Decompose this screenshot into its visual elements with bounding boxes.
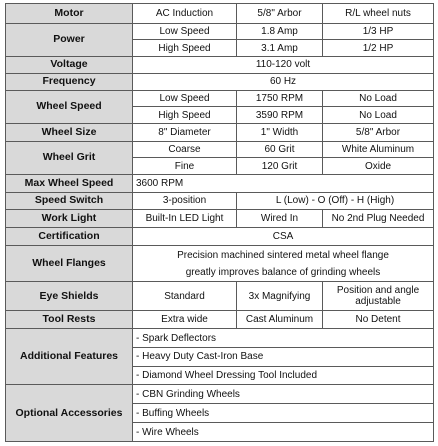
power-high-amp: 3.1 Amp <box>237 40 323 57</box>
eye-shields-magnify: 3x Magnifying <box>237 282 323 311</box>
speed-switch-positions: L (Low) - O (Off) - H (High) <box>237 192 434 210</box>
wheel-grit-coarse-material: White Aluminum <box>323 141 434 158</box>
label-tool-rests: Tool Rests <box>6 311 133 329</box>
power-high-hp: 1/2 HP <box>323 40 434 57</box>
row-wheel-speed-low <box>6 90 434 107</box>
row-optional-accessories-1 <box>6 385 434 404</box>
power-low-speed: Low Speed <box>133 23 237 40</box>
speed-switch-type: 3-position <box>133 192 237 210</box>
power-high-speed: High Speed <box>133 40 237 57</box>
row-work-light <box>6 210 434 228</box>
label-max-wheel-speed: Max Wheel Speed <box>6 174 133 192</box>
row-wheel-flanges <box>6 245 434 282</box>
voltage-value: 110-120 volt <box>133 57 434 74</box>
wheel-grit-fine-name: Fine <box>133 158 237 175</box>
label-voltage: Voltage <box>6 57 133 74</box>
label-speed-switch: Speed Switch <box>6 192 133 210</box>
frequency-value: 60 Hz <box>133 73 434 90</box>
wheel-speed-high-speed: High Speed <box>133 107 237 124</box>
eye-shields-adjust: Position and angle adjustable <box>323 282 434 311</box>
row-tool-rests <box>6 311 434 329</box>
optional-accessory-item: - Wire Wheels <box>133 423 434 442</box>
label-motor: Motor <box>6 4 133 24</box>
row-power-low <box>6 23 434 40</box>
wheel-speed-low-rpm: 1750 RPM <box>237 90 323 107</box>
row-speed-switch <box>6 192 434 210</box>
motor-nuts: R/L wheel nuts <box>323 4 434 24</box>
row-wheel-grit-coarse <box>6 141 434 158</box>
label-wheel-size: Wheel Size <box>6 123 133 141</box>
row-motor <box>6 4 434 24</box>
additional-feature-item: - Spark Deflectors <box>133 329 434 348</box>
wheel-grit-fine-grit: 120 Grit <box>237 158 323 175</box>
work-light-plug: No 2nd Plug Needed <box>323 210 434 228</box>
optional-accessory-item: - Buffing Wheels <box>133 404 434 423</box>
row-wheel-size <box>6 123 434 141</box>
tool-rests-material: Cast Aluminum <box>237 311 323 329</box>
wheel-grit-fine-material: Oxide <box>323 158 434 175</box>
eye-shields-type: Standard <box>133 282 237 311</box>
specifications-table <box>5 3 434 442</box>
label-additional-features: Additional Features <box>6 329 133 385</box>
work-light-wiring: Wired In <box>237 210 323 228</box>
work-light-type: Built-In LED Light <box>133 210 237 228</box>
label-wheel-speed: Wheel Speed <box>6 90 133 123</box>
power-low-hp: 1/3 HP <box>323 23 434 40</box>
label-optional-accessories: Optional Accessories <box>6 385 133 442</box>
wheel-speed-high-load: No Load <box>323 107 434 124</box>
wheel-grit-coarse-name: Coarse <box>133 141 237 158</box>
label-frequency: Frequency <box>6 73 133 90</box>
certification-value: CSA <box>133 228 434 246</box>
wheel-speed-low-speed: Low Speed <box>133 90 237 107</box>
label-wheel-grit: Wheel Grit <box>6 141 133 174</box>
row-eye-shields <box>6 282 434 311</box>
label-power: Power <box>6 23 133 56</box>
additional-feature-item: - Heavy Duty Cast-Iron Base <box>133 347 434 366</box>
motor-arbor: 5/8" Arbor <box>237 4 323 24</box>
max-wheel-speed-value: 3600 RPM <box>133 174 434 192</box>
wheel-size-arbor: 5/8" Arbor <box>323 123 434 141</box>
row-additional-features-1 <box>6 329 434 348</box>
wheel-flanges-line-1: Precision machined sintered metal wheel flange <box>177 249 389 261</box>
row-certification <box>6 228 434 246</box>
label-work-light: Work Light <box>6 210 133 228</box>
wheel-flanges-description <box>133 245 434 282</box>
wheel-flanges-line-2: greatly improves balance of grinding wheels <box>185 266 381 278</box>
label-wheel-flanges: Wheel Flanges <box>6 245 133 282</box>
wheel-size-width: 1" Width <box>237 123 323 141</box>
row-max-wheel-speed <box>6 174 434 192</box>
label-eye-shields: Eye Shields <box>6 282 133 311</box>
row-frequency <box>6 73 434 90</box>
wheel-speed-low-load: No Load <box>323 90 434 107</box>
wheel-size-diameter: 8" Diameter <box>133 123 237 141</box>
row-voltage <box>6 57 434 74</box>
tool-rests-width: Extra wide <box>133 311 237 329</box>
power-low-amp: 1.8 Amp <box>237 23 323 40</box>
additional-feature-item: - Diamond Wheel Dressing Tool Included <box>133 366 434 385</box>
wheel-grit-coarse-grit: 60 Grit <box>237 141 323 158</box>
label-certification: Certification <box>6 228 133 246</box>
motor-type: AC Induction <box>133 4 237 24</box>
optional-accessory-item: - CBN Grinding Wheels <box>133 385 434 404</box>
tool-rests-detent: No Detent <box>323 311 434 329</box>
wheel-speed-high-rpm: 3590 RPM <box>237 107 323 124</box>
